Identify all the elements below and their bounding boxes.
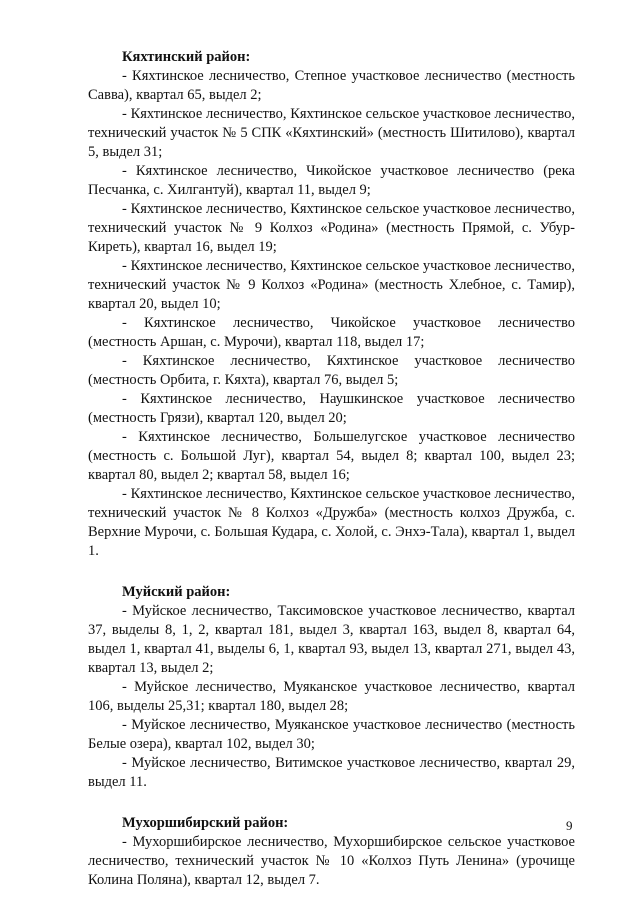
section-muya [88,583,575,792]
document-page [88,48,575,912]
list-item: - Кяхтинское лесничество, Кяхтинское сельское участковое лесничество, технический участок № 5 СПК «Кяхтинский» (местность Шитилово), квартал 5, выдел 31; [88,106,575,160]
list-item: - Муйское лесничество, Муяканское участковое лесничество (местность Белые озера), квартал 102, выдел 30; [88,717,575,752]
list-item: - Кяхтинское лесничество, Большелугское участковое лесничество (местность с. Большой Луг), квартал 54, выдел 8; квартал 100, выдел 23; квартал 80, выдел 2; квартал 58, выдел 16; [88,429,575,483]
list-item: - Кяхтинское лесничество, Наушкинское участковое лесничество (местность Грязи), квартал 120, выдел 20; [88,391,575,426]
list-item: - Кяхтинское лесничество, Кяхтинское участковое лесничество (местность Орбита, г. Кяхта), квартал 76, выдел 5; [88,353,575,388]
list-item: - Кяхтинское лесничество, Степное участковое лесничество (местность Савва), квартал 65, выдел 2; [88,68,575,103]
section-kyakhta [88,48,575,561]
list-item: - Кяхтинское лесничество, Кяхтинское сельское участковое лесничество, технический участок № 9 Колхоз «Родина» (местность Прямой, с. Убур-Киреть), квартал 16, выдел 19; [88,201,575,255]
list-item: - Муйское лесничество, Таксимовское участковое лесничество, квартал 37, выделы 8, 1, 2, квартал 181, выдел 3, квартал 163, выдел 8, квартал 64, выдел 1, квартал 41, выделы 6, 1, квартал 93, выдел 13, квартал 271, выдел 43, квартал 13, выдел 2; [88,603,575,676]
page-number: 9 [566,818,573,833]
list-item: - Кяхтинское лесничество, Кяхтинское сельское участковое лесничество, технический участок № 8 Колхоз «Дружба» (местность колхоз Дружба, с. Верхние Мурочи, с. Большая Кудара, с. Холой, с. Энхэ-Тала), квартал 1, выдел 1. [88,486,575,559]
section-title: Кяхтинский район: [122,49,251,65]
list-item: - Муйское лесничество, Муяканское участковое лесничество, квартал 106, выделы 25,31; квартал 180, выдел 28; [88,679,575,714]
list-item: - Кяхтинское лесничество, Чикойское участковое лесничество (река Песчанка, с. Хилгантуй), квартал 11, выдел 9; [88,163,575,198]
list-item: - Кяхтинское лесничество, Кяхтинское сельское участковое лесничество, технический участок № 9 Колхоз «Родина» (местность Хлебное, с. Тамир), квартал 20, выдел 10; [88,258,575,312]
list-item: - Муйское лесничество, Витимское участковое лесничество, квартал 29, выдел 11. [88,755,575,790]
list-item: - Мухоршибирское лесничество, Мухоршибирское сельское участковое лесничество, технический участок № 10 «Колхоз Путь Ленина» (урочище Колина Поляна), квартал 12, выдел 7. [88,834,575,888]
section-title: Мухоршибирский район: [122,815,289,831]
section-mukhorshibir [88,814,575,890]
section-title: Муйский район: [122,584,231,600]
list-item: - Кяхтинское лесничество, Чикойское участковое лесничество (местность Аршан, с. Мурочи), квартал 118, выдел 17; [88,315,575,350]
